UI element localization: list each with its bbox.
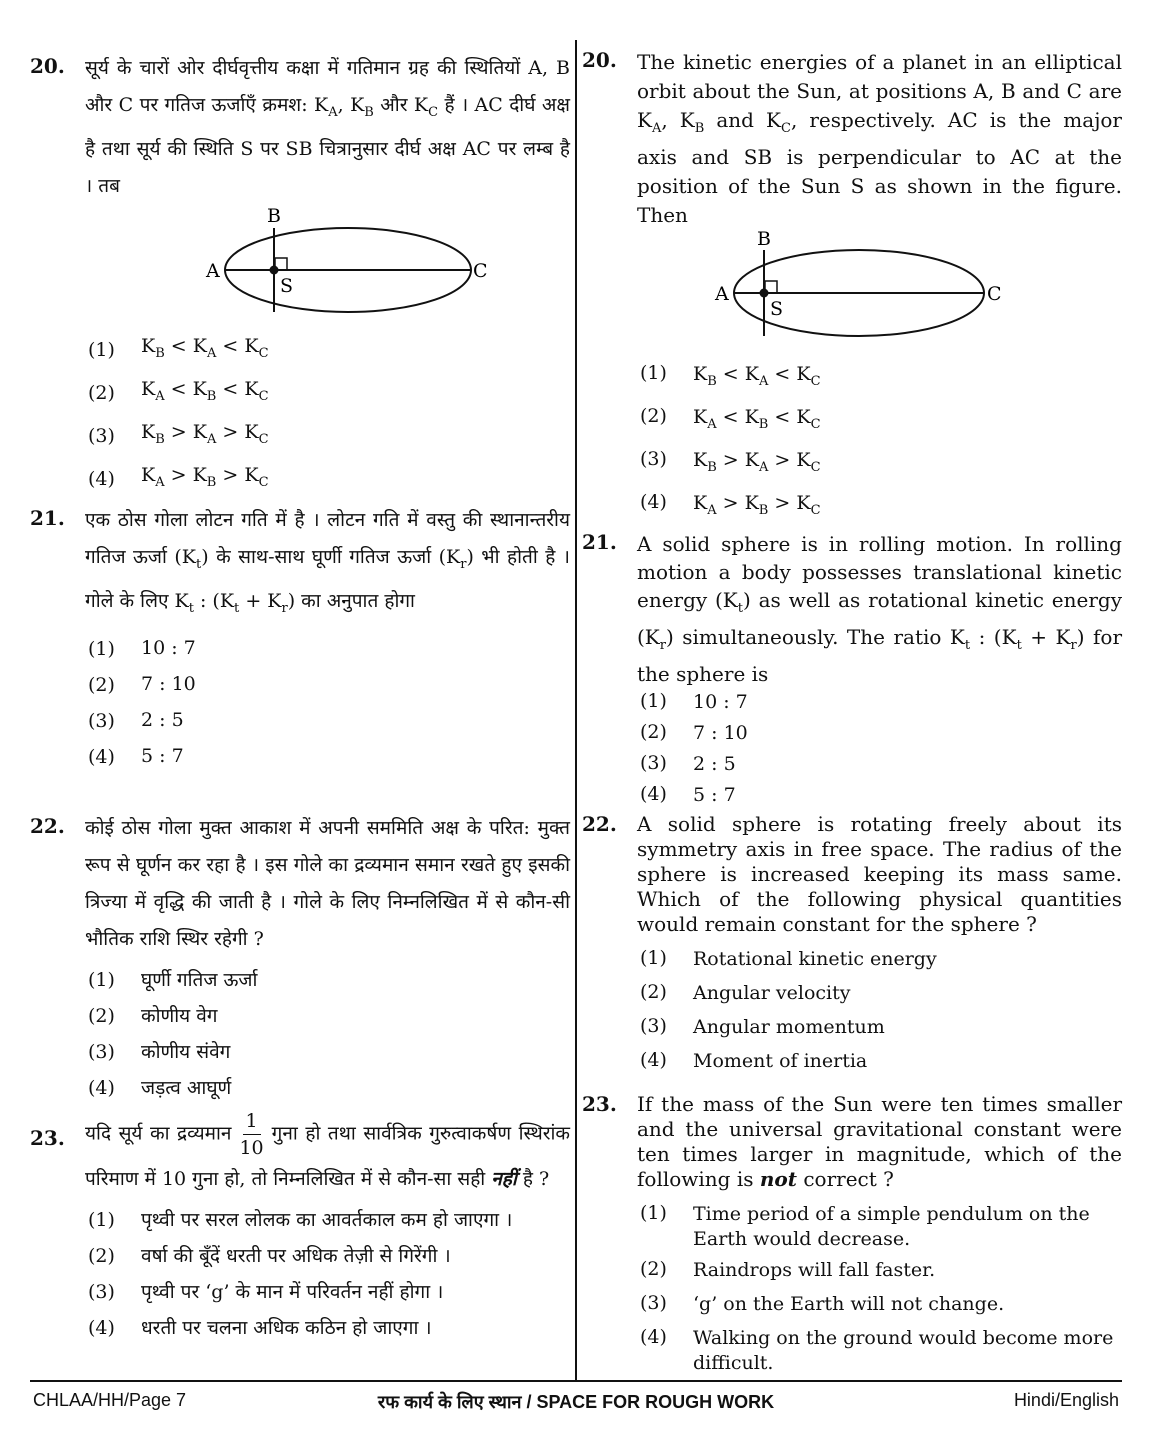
column-divider	[575, 40, 577, 1380]
options-list	[640, 356, 1122, 528]
question-number: 22.	[30, 814, 65, 838]
language-label: Hindi/English	[1013, 1390, 1119, 1410]
rough-work-label: रफ कार्य के लिए स्थान / SPACE FOR ROUGH WORK	[377, 1392, 775, 1412]
fraction: $\frac{1}{10}$	[239, 1110, 264, 1159]
options-list	[640, 941, 1122, 1077]
option-1: (1) 10 : 7	[88, 637, 196, 660]
option-1: (1) 10 : 7	[640, 690, 748, 713]
question-22-hindi	[30, 810, 570, 1106]
options-list	[88, 1202, 570, 1346]
options-list	[640, 1196, 1122, 1376]
option-2: (2) Raindrops will fall faster.	[640, 1258, 936, 1281]
question-21-english	[582, 530, 1122, 812]
question-20-english	[582, 48, 1122, 528]
label-a: A	[715, 283, 729, 305]
option-3: (3) 2 : 5	[640, 752, 736, 775]
question-stem: सूर्य के चारों ओर दीर्घवृत्तीय कक्षा में गतिमान ग्रह की स्थितियों A, B और C पर गतिज ऊर्जाएँ क्रमश: $K_A$, $K_B$ और $K_C$ हैं । AC दीर्घ अक्ष है तथा सूर्य की स्थिति S पर SB चित्रानुसार दीर्घ अक्ष AC पर लम्ब है । तब	[85, 57, 571, 197]
option-4: (4) $K_A > K_B > K_C$	[640, 491, 821, 518]
option-2: (2) $K_A < K_B < K_C$	[88, 378, 269, 405]
option-2: (2) 7 : 10	[640, 721, 748, 744]
option-3: (3) $K_B > K_A > K_C$	[640, 448, 821, 475]
label-s: S	[280, 274, 294, 297]
option-2: (2) $K_A < K_B < K_C$	[640, 405, 821, 432]
option-3: (3) Angular momentum	[640, 1015, 885, 1038]
label-s: S	[770, 298, 784, 320]
option-3: (3) $K_B > K_A > K_C$	[88, 421, 269, 448]
option-2: (2) Angular velocity	[640, 981, 851, 1004]
options-list	[88, 329, 570, 501]
option-1: (1) Time period of a simple pendulum on the Earth would decrease.	[640, 1202, 1090, 1250]
option-4: (4) $K_A > K_B > K_C$	[88, 464, 269, 491]
label-c: C	[473, 259, 488, 282]
label-b: B	[267, 204, 281, 227]
question-number: 22.	[582, 812, 617, 836]
option-2: (2) 7 : 10	[88, 673, 196, 696]
label-a: A	[206, 259, 220, 282]
footer-rule	[30, 1380, 1122, 1382]
options-list	[88, 631, 570, 775]
option-1: (1) $K_B < K_A < K_C$	[88, 335, 269, 362]
option-3: (3) ‘g’ on the Earth will not change.	[640, 1292, 1005, 1315]
orbit-diagram	[687, 230, 1107, 352]
question-stem: If the mass of the Sun were ten times smaller and the universal gravitational constant were ten times larger in magnitude, which of the following is not correct ?	[637, 1092, 1122, 1191]
page-code: CHLAA/HH/Page 7	[33, 1390, 187, 1410]
question-number: 20.	[30, 54, 65, 78]
question-21-hindi	[30, 502, 570, 775]
options-list	[640, 688, 1122, 812]
option-2: (2) कोणीय वेग	[88, 1004, 218, 1027]
question-number: 21.	[582, 530, 617, 554]
question-stem: A solid sphere is in rolling motion. In rolling motion a body possesses translational kinetic energy $(K_t)$ as well as rotational kinetic energy $(K_r)$ simultaneously. The ratio $K_t$ : $(K_t + K_r)$ for the sphere is	[637, 532, 1123, 686]
option-3: (3) पृथ्वी पर ‘g’ के मान में परिवर्तन नहीं होगा ।	[88, 1280, 444, 1303]
option-1: (1) Rotational kinetic energy	[640, 947, 937, 970]
question-number: 20.	[582, 48, 617, 72]
question-stem: एक ठोस गोला लोटन गति में है । लोटन गति में वस्तु की स्थानान्तरीय गतिज ऊर्जा $(K_t)$ के साथ-साथ घूर्णी गतिज ऊर्जा $(K_r)$ भी होती है । गोले के लिए $K_t$ : $(K_t + K_r)$ का अनुपात होगा	[85, 509, 571, 616]
option-2: (2) वर्षा की बूँदें धरती पर अधिक तेज़ी से गिरेंगी ।	[88, 1244, 451, 1267]
option-3: (3) कोणीय संवेग	[88, 1040, 231, 1063]
question-stem: कोई ठोस गोला मुक्त आकाश में अपनी सममिति अक्ष के परित: मुक्त रूप से घूर्णन कर रहा है । इस गोले का द्रव्यमान समान रखते हुए इसकी त्रिज्या में वृद्धि की जाती है । गोले के लिए निम्नलिखित में से कौन-सी भौतिक राशि स्थिर रहेगी ?	[85, 817, 570, 950]
question-22-english	[582, 812, 1122, 1077]
question-20-hindi	[30, 50, 570, 501]
label-c: C	[987, 283, 1002, 305]
label-b: B	[757, 230, 771, 250]
option-4: (4) Walking on the ground would become more difficult.	[640, 1326, 1114, 1374]
option-4: (4) 5 : 7	[88, 745, 184, 768]
option-4: (4) धरती पर चलना अधिक कठिन हो जाएगा ।	[88, 1316, 432, 1339]
question-stem: The kinetic energies of a planet in an elliptical orbit about the Sun, at positions A, B and C are $K_A$, $K_B$ and $K_C$, respectively. AC is the major axis and SB is perpendicular to AC at the position of the Sun S as shown in the figure. Then	[637, 50, 1122, 227]
option-4: (4) 5 : 7	[640, 783, 736, 806]
question-number: 21.	[30, 506, 65, 530]
option-4: (4) जड़त्व आघूर्ण	[88, 1076, 232, 1099]
ellipse-orbit-figure	[582, 230, 1122, 352]
question-23-hindi	[30, 1108, 570, 1346]
orbit-diagram	[140, 205, 540, 325]
ellipse-orbit-figure	[30, 205, 570, 325]
option-3: (3) 2 : 5	[88, 709, 184, 732]
option-1: (1) पृथ्वी पर सरल लोलक का आवर्तकाल कम हो जाएगा ।	[88, 1208, 513, 1231]
option-1: (1) $K_B < K_A < K_C$	[640, 362, 821, 389]
question-stem: यदि सूर्य का द्रव्यमान $\frac{1}{10}$ गुना हो तथा सार्वत्रिक गुरुत्वाकर्षण स्थिरांक परिमाण में 10 गुना हो, तो निम्नलिखित में से कौन-सा सही नहीं है ?	[85, 1110, 570, 1190]
option-4: (4) Moment of inertia	[640, 1049, 868, 1072]
options-list	[88, 962, 570, 1106]
option-1: (1) घूर्णी गतिज ऊर्जा	[88, 968, 258, 991]
question-number: 23.	[30, 1126, 65, 1150]
question-number: 23.	[582, 1092, 617, 1116]
question-23-english	[582, 1092, 1122, 1376]
question-stem: A solid sphere is rotating freely about its symmetry axis in free space. The radius of the sphere is increased keeping its mass same. Which of the following physical quantities would remain constant for the sphere ?	[637, 812, 1122, 936]
